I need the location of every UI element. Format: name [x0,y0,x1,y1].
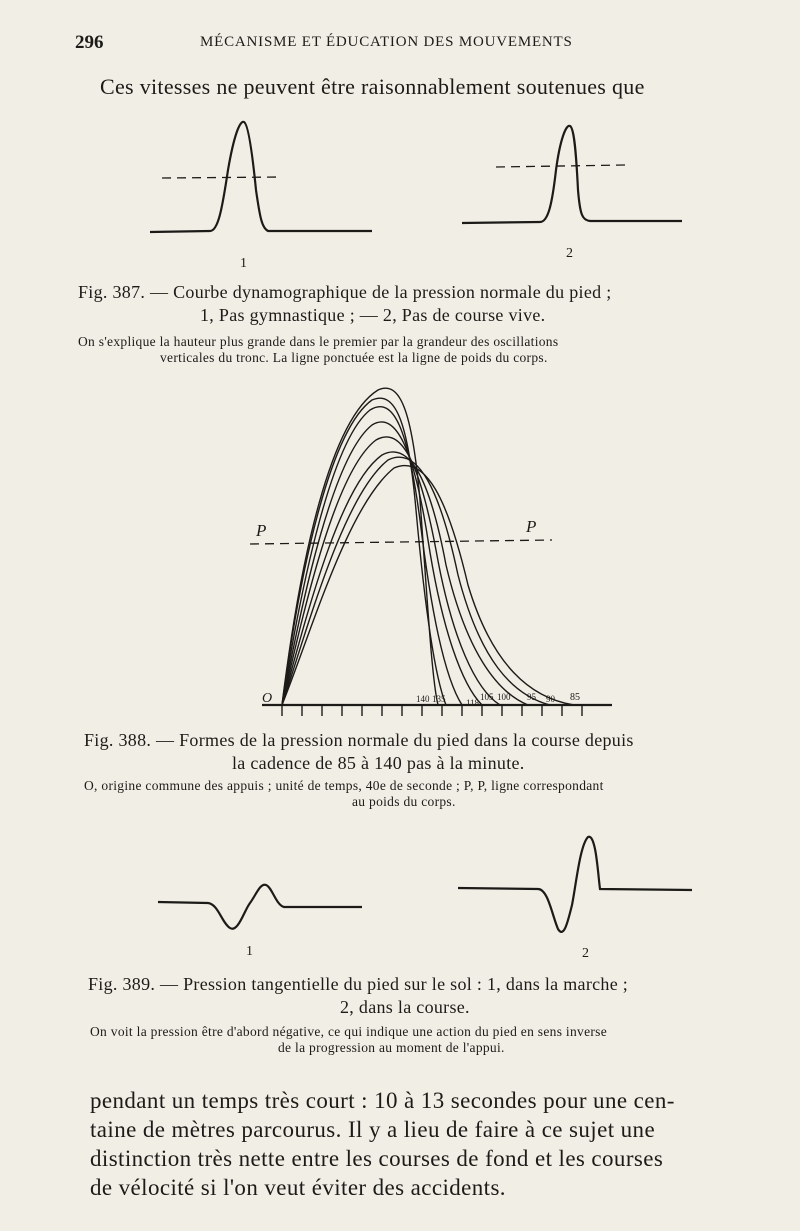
fig388-end-label-100: 100 [497,692,511,702]
fig388-label-p-left: P [256,521,267,540]
fig389-curve-2 [458,837,692,932]
fig387-weight-line-2 [496,165,626,167]
fig388-end-label-85: 85 [570,692,580,703]
fig389-label-2: 2 [582,946,589,961]
fig389-note-line1: On voit la pression être d'abord négative, ce qui indique une action du pied en sens inverse [90,1024,608,1039]
fig389-curve-1 [158,885,362,929]
fig387-label-1: 1 [240,256,247,271]
figure-388-drawing [0,380,800,725]
fig388-end-label-135: 135 [432,694,446,704]
running-head: MÉCANISME ET ÉDUCATION DES MOUVEMENTS [200,34,573,50]
fig388-curve-95 [282,452,528,705]
fig388-label-origin: O [262,691,273,706]
fig388-label-p-right: P [526,517,537,536]
fig388-note-line2: au poids du corps. [352,794,456,809]
fig387-weight-line-1 [162,177,282,178]
fig388-curve-85 [282,466,574,705]
fig387-note-line1: On s'explique la hauteur plus grande dans le premier par la grandeur des oscillations [78,334,559,349]
fig387-caption-line1: Fig. 387. — Courbe dynamographique de la pression normale du pied ; [78,282,612,302]
fig388-caption-line1: Fig. 388. — Formes de la pression normale du pied dans la course depuis [84,730,634,750]
fig389-caption-line2: 2, dans la course. [340,997,470,1017]
page-header [75,32,735,56]
fig387-note-line2: verticales du tronc. La ligne ponctuée est la ligne de poids du corps. [160,350,548,365]
fig389-label-1: 1 [246,944,253,959]
fig388-end-label-140: 140 [416,694,430,704]
figure-389-drawing [0,825,800,965]
body-text-top: Ces vitesses ne peuvent être raisonnablement soutenues que [100,74,645,99]
fig388-pressure-curves [282,388,574,705]
fig388-weight-line [250,540,552,544]
fig388-time-ticks [282,705,582,716]
fig388-end-label-95: 95 [527,692,536,702]
fig388-curve-140 [282,388,438,705]
fig388-end-label-118: 118 [466,698,480,708]
fig388-curve-105 [282,422,482,705]
fig389-note-line2: de la progression au moment de l'appui. [278,1040,505,1055]
fig387-curve-2 [462,126,682,223]
fig389-caption-line1: Fig. 389. — Pression tangentielle du pied sur le sol : 1, dans la marche ; [88,974,629,994]
page-number: 296 [75,32,104,53]
fig388-note-line1: O, origine commune des appuis ; unité de temps, 40e de seconde ; P, P, ligne correspondant [84,778,604,793]
fig387-label-2: 2 [566,246,573,261]
body-text-bottom-line4: de vélocité si l'on veut éviter des accidents. [90,1175,506,1200]
body-text-bottom-line2: taine de mètres parcourus. Il y a lieu de faire à ce sujet une [90,1117,656,1142]
fig387-caption-line2: 1, Pas gymnastique ; — 2, Pas de course vive. [200,305,546,325]
fig387-curve-1 [150,122,372,232]
fig388-end-label-90: 90 [546,694,555,704]
body-text-bottom-line1: pendant un temps très court : 10 à 13 secondes pour une cen- [90,1088,675,1113]
figure-387-drawing [0,110,800,280]
fig388-caption-line2: la cadence de 85 à 140 pas à la minute. [232,753,525,773]
fig388-curve-100 [282,437,500,705]
fig388-end-label-105: 105 [480,692,494,702]
body-text-bottom-line3: distinction très nette entre les courses de fond et les courses [90,1146,664,1171]
